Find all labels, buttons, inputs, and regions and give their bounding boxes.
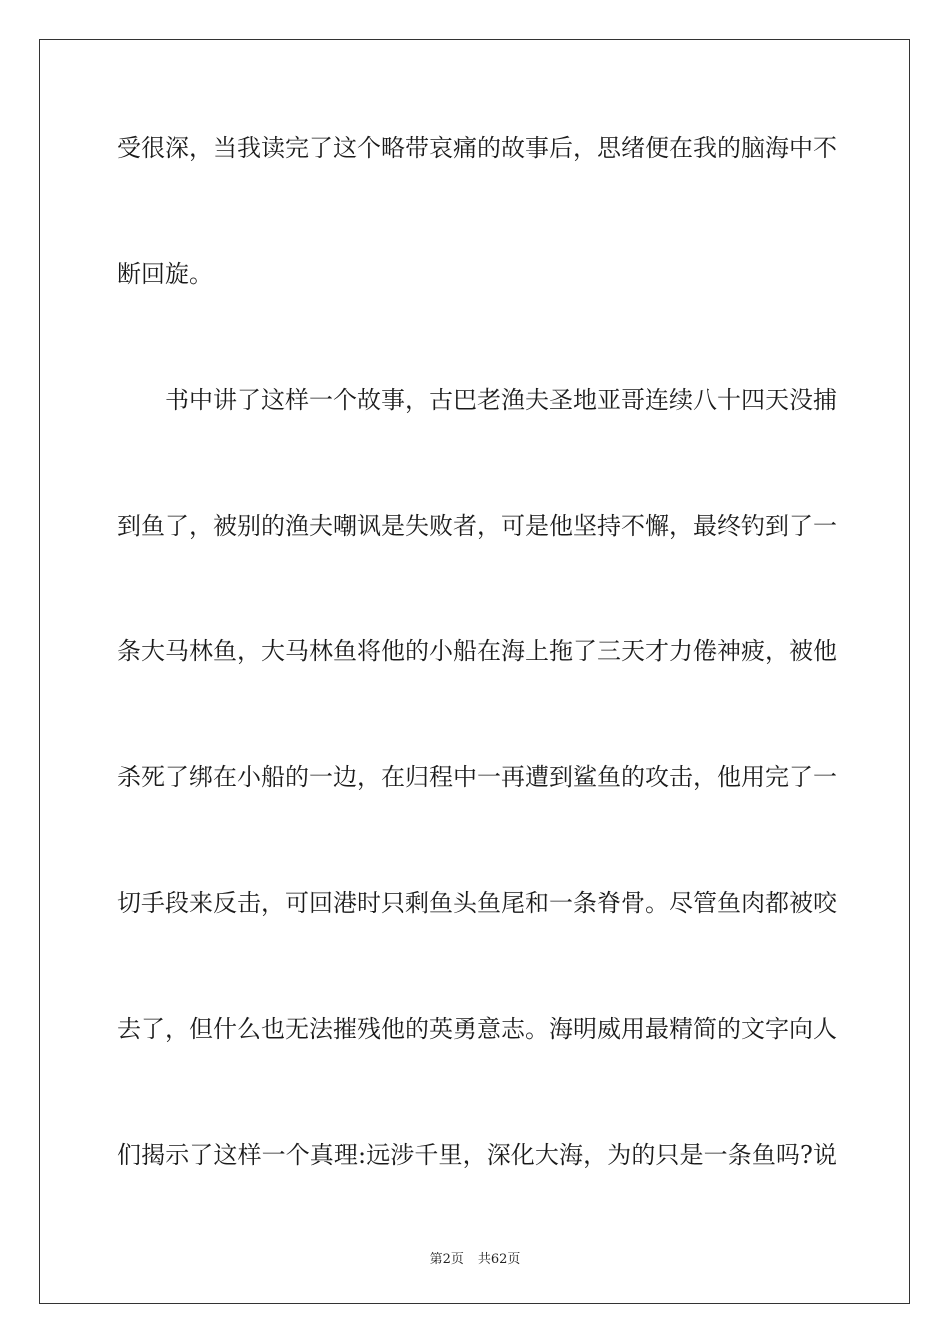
text-line-1: 受很深，当我读完了这个略带哀痛的故事后，思绪便在我的脑海中不 bbox=[117, 134, 837, 162]
page-number: 第2页 bbox=[429, 1252, 464, 1267]
page-footer bbox=[0, 1248, 950, 1267]
text-line-6: 杀死了绑在小船的一边，在归程中一再遭到鲨鱼的攻击，他用完了一 bbox=[117, 763, 837, 791]
text-line-2: 断回旋。 bbox=[117, 260, 213, 288]
text-line-8: 去了，但什么也无法摧残他的英勇意志。海明威用最精简的文字向人 bbox=[117, 1015, 837, 1043]
text-line-4: 到鱼了，被别的渔夫嘲讽是失败者，可是他坚持不懈，最终钓到了一 bbox=[117, 512, 837, 540]
page-border bbox=[39, 39, 910, 1304]
total-pages: 共62页 bbox=[477, 1252, 521, 1267]
text-line-7: 切手段来反击，可回港时只剩鱼头鱼尾和一条脊骨。尽管鱼肉都被咬 bbox=[117, 889, 837, 917]
text-line-3: 书中讲了这样一个故事，古巴老渔夫圣地亚哥连续八十四天没捕 bbox=[165, 386, 837, 414]
text-line-9: 们揭示了这样一个真理:远涉千里，深化大海，为的只是一条鱼吗?说 bbox=[117, 1141, 837, 1169]
text-line-5: 条大马林鱼，大马林鱼将他的小船在海上拖了三天才力倦神疲，被他 bbox=[117, 637, 837, 665]
